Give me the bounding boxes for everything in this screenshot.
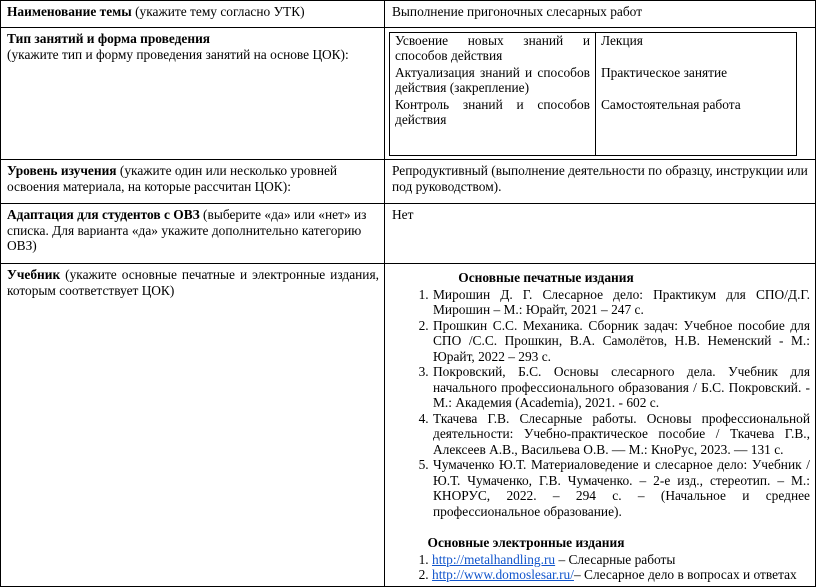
level-value: Репродуктивный (выполнение деятельности по образцу, инструкции или под руководством). bbox=[392, 163, 808, 194]
row-textbook bbox=[1, 264, 816, 587]
lesson-type-label-bold: Тип занятий и форма проведения bbox=[7, 31, 211, 46]
topic-label-hint: (укажите тему согласно УТК) bbox=[131, 4, 305, 19]
printed-edition-item: 3. Покровский, Б.С. Основы слесарного дела. Учебник для начального профессионального образования / Б.С. Покровский. - М.: Академия (Academia), 2021. - 602 с. bbox=[432, 364, 810, 411]
lesson-form-item: Самостоятельная работа bbox=[601, 97, 741, 112]
lesson-form-item: Лекция bbox=[601, 33, 643, 48]
lesson-type-item: Актуализация знаний и способов действия (закрепление) bbox=[395, 65, 590, 95]
textbook-label-bold: Учебник bbox=[7, 267, 61, 282]
topic-label-cell bbox=[1, 1, 385, 28]
lesson-form-column bbox=[596, 33, 797, 156]
printed-edition-item: 1. Мирошин Д. Г. Слесарное дело: Практикум для СПО/Д.Г. Мирошин – М.: Юрайт, 2021 – 247 с. bbox=[432, 287, 810, 318]
level-value-cell bbox=[385, 160, 816, 204]
row-level bbox=[1, 160, 816, 204]
electronic-edition-item bbox=[432, 567, 810, 583]
level-label-hint: (укажите один или несколько уровней освоения материала, на которые рассчитан ЦОК): bbox=[7, 163, 338, 194]
lesson-type-item: Контроль знаний и способов действия bbox=[395, 97, 590, 127]
printed-edition-item: 2. Прошкин С.С. Механика. Сборник задач: Учебное пособие для СПО /С.С. Прошкин, В.А. Самолётов, Н.В. Неменский - М.: Юрайт, 2022 – 293 с. bbox=[432, 318, 810, 365]
lesson-type-label-cell bbox=[1, 28, 385, 160]
lesson-type-table bbox=[389, 32, 797, 156]
textbook-label-hint: (укажите основные печатные и электронные издания, которым соответствует ЦОК) bbox=[7, 267, 379, 298]
textbook-value-cell bbox=[385, 264, 816, 587]
lesson-type-label-hint: (укажите тип и форму проведения занятий на основе ЦОК): bbox=[7, 46, 349, 62]
lesson-type-column bbox=[390, 33, 596, 156]
printed-edition-item: 5. Чумаченко Ю.Т. Материаловедение и слесарное дело: Учебник /Ю.Т. Чумаченко, Г.В. Чумаченко. – 2-е изд., стереотип. – М.: КНОРУС, 2022. – 294 с. – (Начальное и среднее профессиональное образование). bbox=[432, 457, 810, 519]
textbook-label-cell bbox=[1, 264, 385, 587]
lesson-type-value-cell bbox=[385, 28, 816, 160]
electronic-edition-desc: – Слесарное дело в вопросах и ответах bbox=[573, 567, 797, 582]
electronic-edition-link[interactable]: http://www.domoslesar.ru/ bbox=[432, 567, 574, 582]
lesson-type-table-row bbox=[390, 33, 797, 156]
topic-value-cell bbox=[385, 1, 816, 28]
ovz-value-cell bbox=[385, 204, 816, 264]
topic-value: Выполнение пригоночных слесарных работ bbox=[392, 4, 643, 19]
row-topic bbox=[1, 1, 816, 28]
ovz-value: Нет bbox=[392, 207, 414, 222]
topic-label-bold: Наименование темы bbox=[7, 4, 132, 19]
printed-editions-title: Основные печатные издания bbox=[458, 270, 634, 285]
row-lesson-type bbox=[1, 28, 816, 160]
ovz-label-hint: (выберите «да» или «нет» из списка. Для варианта «да» укажите дополнительно категорию ОВЗ) bbox=[7, 207, 367, 253]
electronic-edition-desc: – Слесарные работы bbox=[555, 551, 676, 567]
printed-editions-list bbox=[392, 287, 810, 520]
electronic-edition-item bbox=[432, 552, 810, 568]
row-ovz bbox=[1, 204, 816, 264]
lesson-form-item: Практическое занятие bbox=[601, 65, 728, 80]
electronic-edition-link[interactable]: http://metalhandling.ru bbox=[432, 551, 556, 567]
electronic-editions-title: Основные электронные издания bbox=[427, 535, 625, 550]
level-label-cell bbox=[1, 160, 385, 204]
printed-edition-item: 4. Ткачева Г.В. Слесарные работы. Основы профессиональной деятельности: Учебно-практическое пособие / Ткачева Г.В., Алексеев А.В., Васильева О.В. — М.: КноРус, 2023. — 131 с. bbox=[432, 411, 810, 458]
electronic-editions-list bbox=[392, 552, 810, 583]
ovz-label-bold: Адаптация для студентов с ОВЗ bbox=[7, 207, 200, 222]
lesson-type-item: Усвоение новых знаний и способов действия bbox=[395, 33, 590, 63]
ovz-label-cell bbox=[1, 204, 385, 264]
level-label-bold: Уровень изучения bbox=[7, 163, 117, 178]
